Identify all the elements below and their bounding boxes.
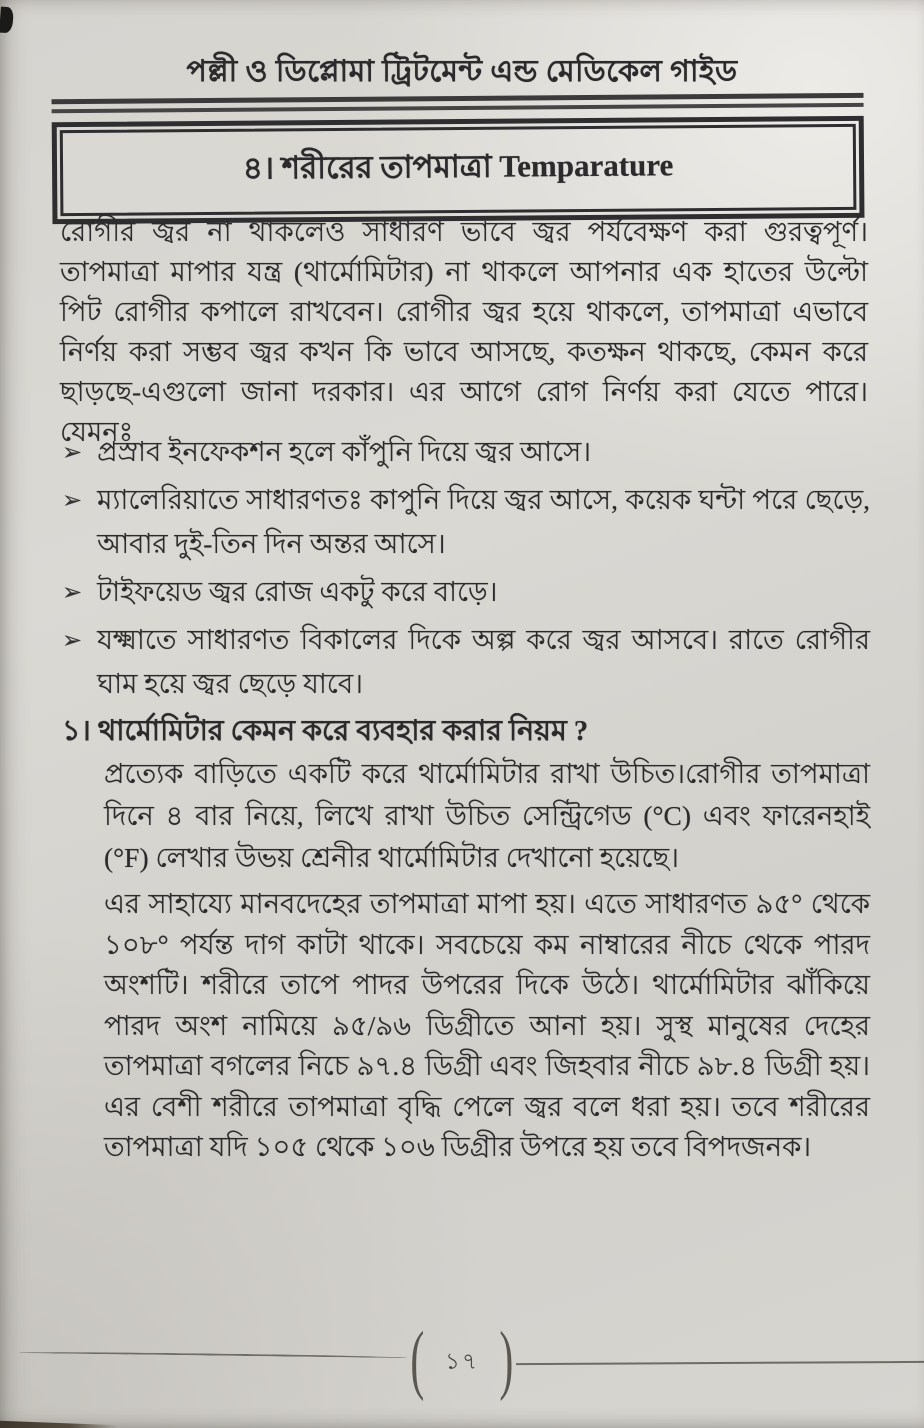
page-corner-ink-mark [0,7,14,34]
intro-paragraph: রোগীর জ্বর না থাকলেও সাধারণ ভাবে জ্বর পর্যবেক্ষণ করা গুরত্বপূর্ণ। তাপমাত্রা মাপার যন্ত্র (থার্মোমিটার) না থাকলে আপনার এক হাতের উল্টো পিট রোগীর কপালে রাখবেন। রোগীর জ্বর হয়ে থাকলে, তাপমাত্রা এভাবে নির্ণয় করা সম্ভব জ্বর কখন কি ভাবে আসছে, কতক্ষন থাকছে, কেমন করে ছাড়ছে-এগুলো জানা দরকার। এর আগে রোগ নির্ণয় করা যেতে পারে। যেমনঃ [60,216,868,447]
book-title: পল্লী ও ডিপ্লোমা ট্রিটমেন্ট এন্ড মেডিকেল গাইড [186,55,738,88]
subsection-heading: ১। থার্মোমিটার কেমন করে ব্যবহার করার নিয়ম ? [62,716,589,747]
arrow-bullet-icon: ➢ [62,628,83,654]
chapter-title: ৪। শরীরের তাপমাত্রা Temparature [60,124,857,216]
subsection-paragraph-1: প্রত্যেক বাড়িতে একটি করে থার্মোমিটার রাখা উচিত।রোগীর তাপমাত্রা দিনে ৪ বার নিয়ে, লিখে রাখা উচিত সেন্ট্রিগেড (°C) এবং ফারেনহাই (°F) লেখার উভয় শ্রেনীর থার্মোমিটার দেখানো হয়েছে। [104,758,870,873]
chapter-title-box [52,116,865,224]
list-item-text: যক্ষ্মাতে সাধারণত বিকালের দিকে অল্প করে জ্বর আসবে। রাতে রোগীর ঘাম হয়ে জ্বর ছেড়ে যাবে। [97,624,870,699]
list-item [62,430,870,474]
book-edge-shadow [0,1419,118,1428]
fever-pattern-list [62,430,870,710]
list-item [62,618,870,706]
footer-rule-right [516,1361,924,1365]
list-item-text: টাইফয়েড জ্বর রোজ একটু করে বাড়ে। [97,576,498,607]
list-item-text: প্রস্রাব ইনফেকশন হলে কাঁপুনি দিয়ে জ্বর আসে। [97,436,592,467]
left-bracket: ( [410,1316,425,1402]
list-item [62,478,870,566]
list-item [62,570,870,614]
page-number: ১৭ [445,1348,479,1374]
page-number-group [396,1318,528,1402]
footer-rule-left [18,1351,408,1358]
header-rule-and-chapter-box [52,93,865,224]
arrow-bullet-icon: ➢ [62,488,83,514]
arrow-bullet-icon: ➢ [62,580,83,606]
list-item-text: ম্যালেরিয়াতে সাধারণতঃ কাপুনি দিয়ে জ্বর আসে, কয়েক ঘন্টা পরে ছেড়ে, আবার দুই-তিন দিন অন্তর আসে। [97,484,870,559]
arrow-bullet-icon: ➢ [62,440,83,466]
right-bracket: ) [499,1316,514,1402]
subsection-paragraph-2: এর সাহায্যে মানবদেহের তাপমাত্রা মাপা হয়। এতে সাধারণত ৯৫° থেকে ১০৮° পর্যন্ত দাগ কাটা থাকে। সবচেয়ে কম নাম্বারের নীচে থেকে পারদ অংশটি। শরীরে তাপে পাদর উপরের দিকে উঠে। থার্মোমিটার ঝাঁকিয়ে পারদ অংশ নামিয়ে ৯৫/৯৬ ডিগ্রীতে আনা হয়। সুস্থ মানুষের দেহের তাপমাত্রা বগলের নিচে ৯৭.৪ ডিগ্রী এবং জিহবার নীচে ৯৮.৪ ডিগ্রী হয়। এর বেশী শরীরে তাপমাত্রা বৃদ্ধি পেলে জ্বর বলে ধরা হয়। তবে শরীরের তাপমাত্রা যদি ১০৫ থেকে ১০৬ ডিগ্রীর উপরে হয় তবে বিপদজনক। [104,888,870,1162]
